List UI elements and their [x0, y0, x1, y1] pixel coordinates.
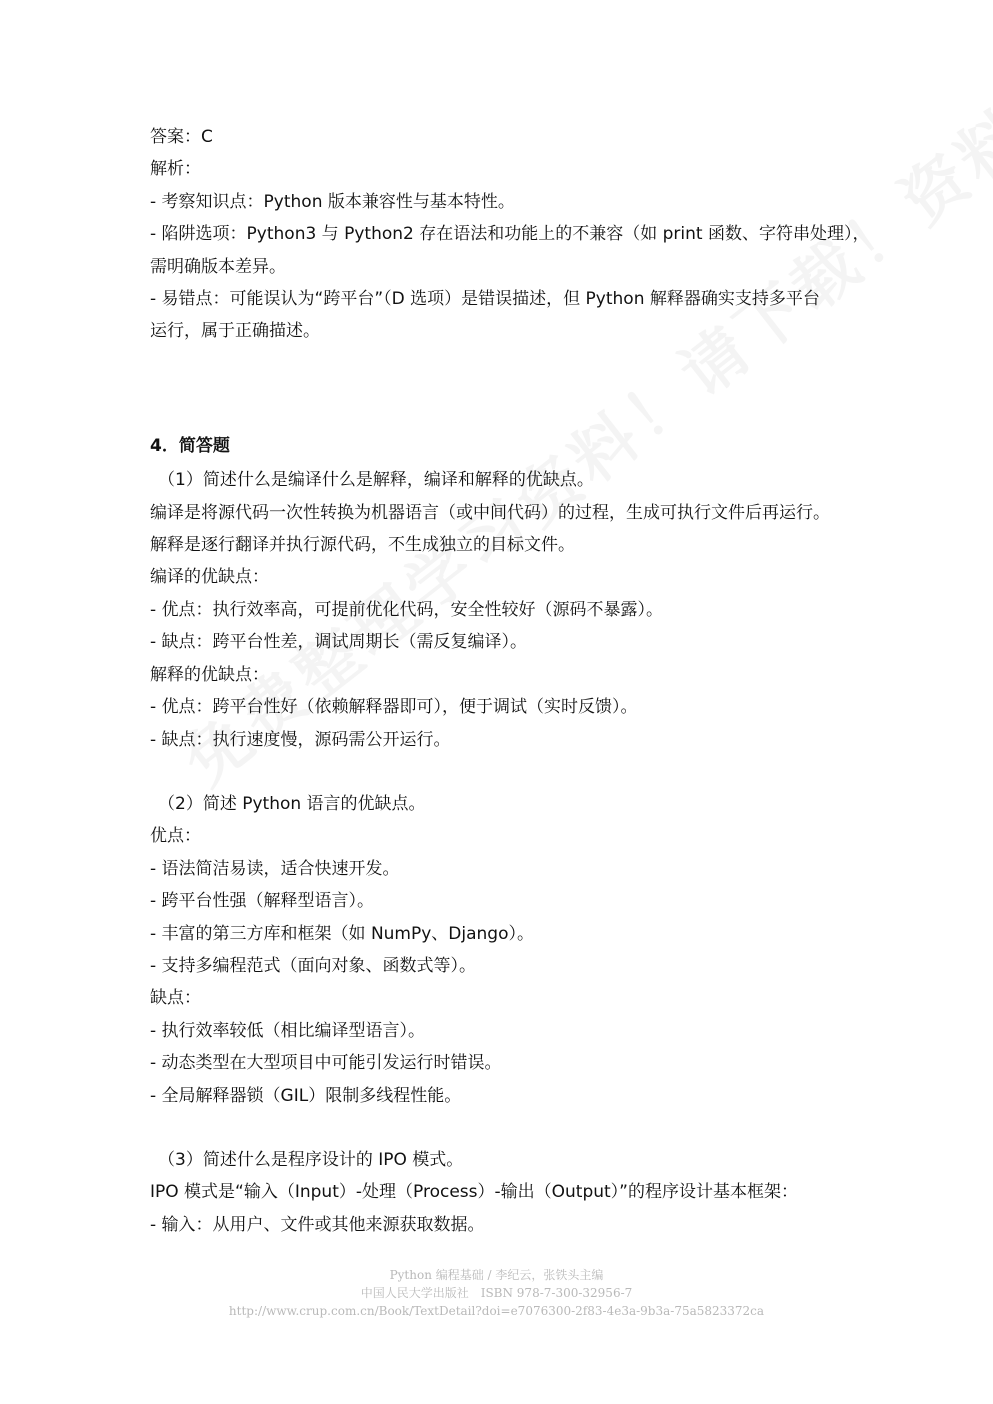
question-2-title: （2）简述 Python 语言的优缺点。: [158, 793, 426, 814]
analysis-point-3-cont: 运行，属于正确描述。: [150, 321, 320, 342]
q1-line: - 缺点：跨平台性差，调试周期长（需反复编译）。: [150, 632, 528, 653]
q2-line: - 全局解释器锁（GIL）限制多线程性能。: [150, 1085, 462, 1106]
analysis-point-1: - 考察知识点：Python 版本兼容性与基本特性。: [150, 191, 515, 212]
spacer: [150, 756, 850, 788]
spacer: [150, 1112, 850, 1144]
q2-line: - 丰富的第三方库和框架（如 NumPy、Django）。: [150, 923, 535, 944]
q2-line: 优点：: [150, 826, 201, 847]
analysis-title: 解析：: [150, 159, 201, 180]
q1-line: - 优点：跨平台性好（依赖解释器即可），便于调试（实时反馈）。: [150, 697, 638, 718]
answer-line: 答案：C: [150, 127, 213, 147]
q1-line: - 优点：执行效率高，可提前优化代码，安全性较好（源码不暴露）。: [150, 599, 664, 620]
question-1-title: （1）简述什么是编译什么是解释，编译和解释的优缺点。: [158, 470, 594, 491]
q1-line: 解释的优缺点：: [150, 664, 269, 685]
q3-line: - 输入：从用户、文件或其他来源获取数据。: [150, 1214, 485, 1235]
footer-book-title: Python 编程基础 / 李纪云，张铁头主编: [389, 1268, 604, 1282]
footer-url: http://www.crup.com.cn/Book/TextDetail?doi=e7076300-2f83-4e3a-9b3a-75a5823372ca: [228, 1304, 765, 1318]
section-heading: 4．简答题: [150, 435, 230, 456]
page-footer: [0, 1266, 993, 1320]
q1-line: 解释是逐行翻译并执行源代码，不生成独立的目标文件。: [150, 535, 575, 556]
q1-line: 编译的优缺点：: [150, 567, 269, 588]
footer-publisher: 中国人民大学出版社 ISBN 978-7-300-32956-7: [360, 1286, 633, 1300]
q2-line: - 执行效率较低（相比编译型语言）。: [150, 1020, 426, 1041]
analysis-point-3: - 易错点：可能误认为“跨平台”（D 选项）是错误描述，但 Python 解释器确实支持多平台: [150, 289, 820, 310]
q3-line: IPO 模式是“输入（Input）-处理（Process）-输出（Output）”的程序设计基本框架：: [150, 1182, 798, 1203]
q2-line: 缺点：: [150, 988, 201, 1009]
q2-line: - 支持多编程范式（面向对象、函数式等）。: [150, 955, 477, 976]
q2-line: - 语法简洁易读，适合快速开发。: [150, 858, 400, 879]
spacer: [150, 348, 850, 430]
question-3-title: （3）简述什么是程序设计的 IPO 模式。: [158, 1149, 464, 1170]
analysis-point-2: - 陷阱选项：Python3 与 Python2 存在语法和功能上的不兼容（如 print 函数、字符串处理），: [150, 224, 870, 245]
document-body: [150, 121, 870, 1241]
q1-line: 编译是将源代码一次性转换为机器语言（或中间代码）的过程，生成可执行文件后再运行。: [150, 502, 830, 523]
analysis-point-2-cont: 需明确版本差异。: [150, 256, 286, 277]
q2-line: - 跨平台性强（解释型语言）。: [150, 891, 375, 912]
q1-line: - 缺点：执行速度慢，源码需公开运行。: [150, 729, 451, 750]
q2-line: - 动态类型在大型项目中可能引发运行时错误。: [150, 1053, 502, 1074]
